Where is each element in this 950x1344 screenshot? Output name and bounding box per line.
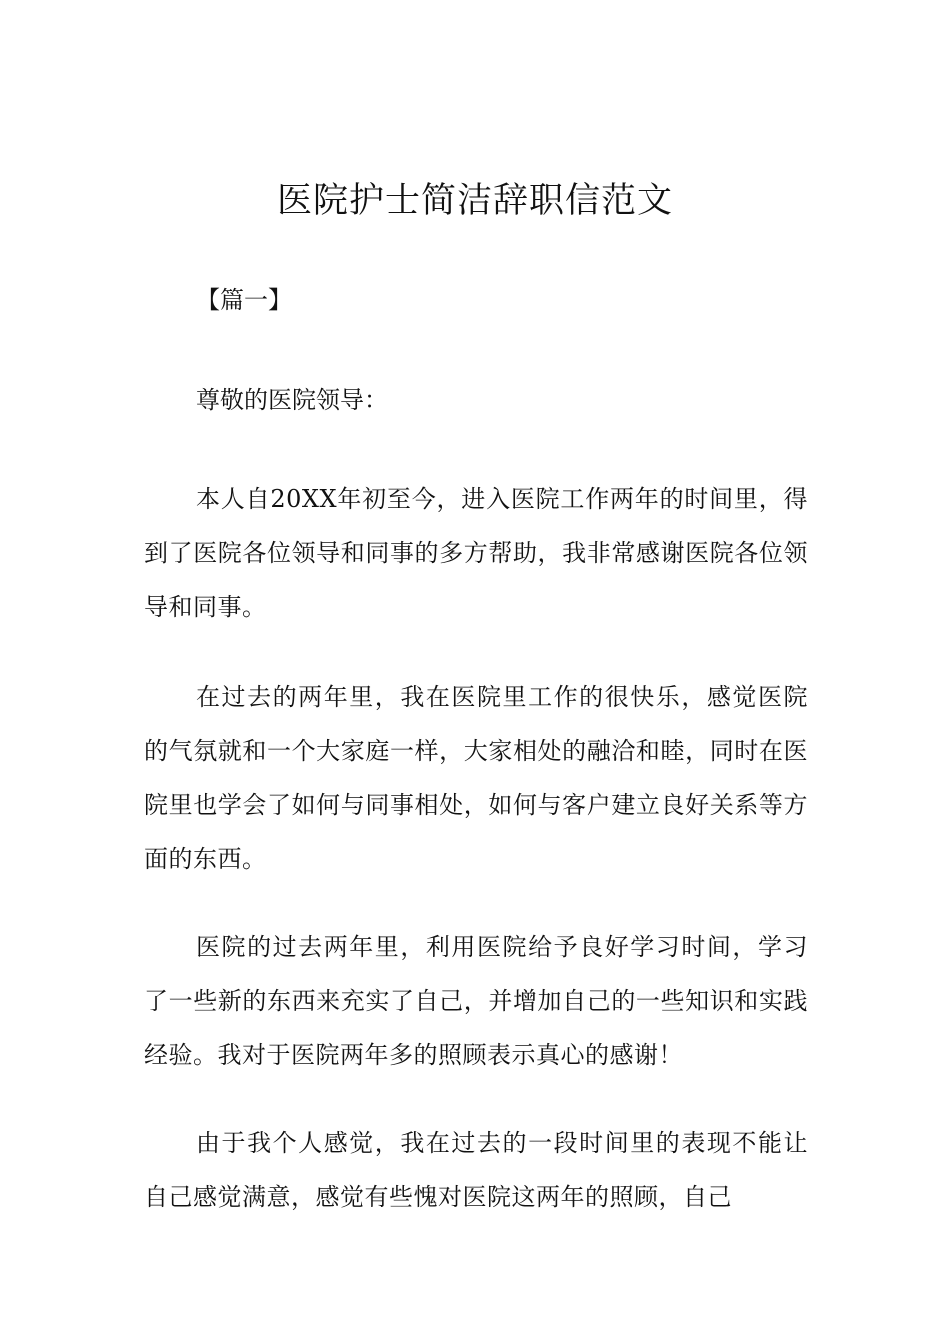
document-title: 医院护士简洁辞职信范文 bbox=[276, 181, 673, 221]
paragraph-3: 医院的过去两年里，利用医院给予良好学习时间，学习了一些新的东西来充实了自己，并增加自己的一些知识和实践经验。我对于医院两年多的照顾表示真心的感谢！ bbox=[144, 933, 808, 1069]
section-label: 【篇一】 bbox=[196, 286, 292, 314]
paragraph-4: 由于我个人感觉，我在过去的一段时间里的表现不能让自己感觉满意，感觉有些愧对医院这两年的照顾，自己 bbox=[144, 1129, 808, 1211]
paragraph-2: 在过去的两年里，我在医院里工作的很快乐，感觉医院的气氛就和一个大家庭一样，大家相处的融洽和睦，同时在医院里也学会了如何与同事相处，如何与客户建立良好关系等方面的东西。 bbox=[144, 683, 808, 873]
paragraph-1: 本人自20XX年初至今，进入医院工作两年的时间里，得到了医院各位领导和同事的多方帮助，我非常感谢医院各位领导和同事。 bbox=[144, 485, 808, 621]
salutation: 尊敬的医院领导： bbox=[196, 386, 388, 414]
